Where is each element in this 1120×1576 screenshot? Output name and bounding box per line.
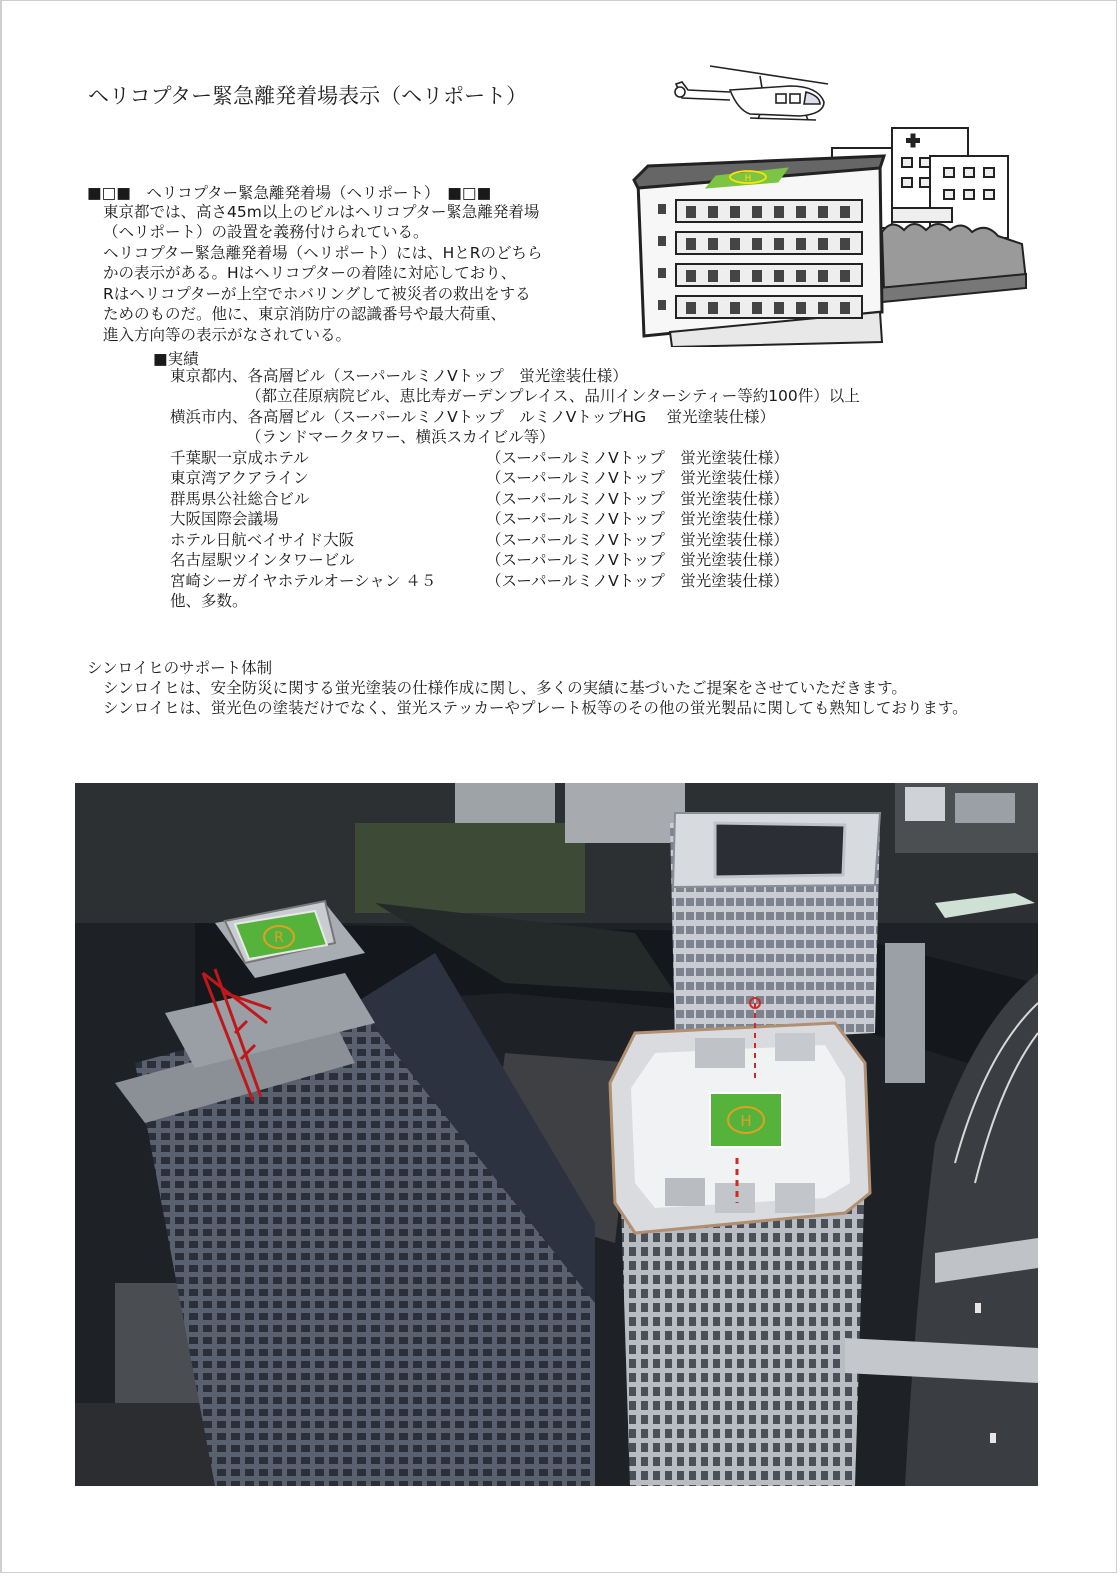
achievement-item-name: 群馬県公社総合ビル xyxy=(170,490,310,508)
achievement-item-name: 東京湾アクアライン xyxy=(170,469,309,487)
support-line-2: シンロイヒは、蛍光色の塗装だけでなく、蛍光ステッカーやプレート板等のその他の蛍光製品に関しても熟知しております。 xyxy=(103,699,968,717)
helipad-h-mark: H xyxy=(744,174,752,184)
helicopter-icon xyxy=(675,66,828,120)
achievement-item-spec: （スーパールミノVトップ 蛍光塗装仕様） xyxy=(486,572,789,590)
city-background xyxy=(75,783,1038,923)
achievement-item-name: 大阪国際会議場 xyxy=(170,510,279,528)
section-heading: ■□■ ヘリコプター緊急離発着場（ヘリポート） ■□■ xyxy=(87,184,492,202)
achievement-item-spec: （スーパールミノVトップ 蛍光塗装仕様） xyxy=(486,551,789,569)
achievement-item-spec: （スーパールミノVトップ 蛍光塗装仕様） xyxy=(486,510,789,528)
achievement-item-spec: （スーパールミノVトップ 蛍光塗装仕様） xyxy=(486,469,789,487)
intro-line-3: ヘリコプター緊急離発着場（ヘリポート）には、HとRのどちら xyxy=(103,244,543,262)
achievement-yokohama-detail: （ランドマークタワー、横浜スカイビル等） xyxy=(246,428,555,446)
achievement-item-name: 千葉駅一京成ホテル xyxy=(170,449,309,467)
intro-line-5: Rはヘリコプターが上空でホバリングして被災者の救出をする xyxy=(103,285,531,303)
achievement-yokohama: 横浜市内、各高層ビル（スーパールミノVトップ ルミノVトップHG 蛍光塗装仕様） xyxy=(170,408,776,426)
pier xyxy=(885,943,925,1083)
support-line-1: シンロイヒは、安全防災に関する蛍光塗装の仕様作成に関し、多くの実績に基づいたご提案をさせていただきます。 xyxy=(103,679,907,697)
support-heading: シンロイヒのサポート体制 xyxy=(87,659,273,677)
intro-line-2: （ヘリポート）の設置を義務付けられている。 xyxy=(103,223,429,241)
back-tower xyxy=(670,813,880,1043)
intro-line-4: かの表示がある。Hはヘリコプターの着陸に対応しており、 xyxy=(103,264,517,282)
achievement-others: 他、多数。 xyxy=(170,592,248,610)
achievement-item-name: 名古屋駅ツインタワービル xyxy=(170,551,355,569)
achievement-item-spec: （スーパールミノVトップ 蛍光塗装仕様） xyxy=(486,449,789,467)
achievement-tokyo: 東京都内、各高層ビル（スーパールミノVトップ 蛍光塗装仕様） xyxy=(170,367,628,385)
achievements-heading: ■実績 xyxy=(153,350,199,368)
intro-line-6: ためのものだ。他に、東京消防庁の認識番号や最大荷重、 xyxy=(103,305,507,323)
aerial-helipad-photo xyxy=(75,783,1038,1486)
intro-line-1: 東京都では、高さ45m以上のビルはヘリコプター緊急離発着場 xyxy=(103,203,540,221)
right-tower xyxy=(610,998,870,1486)
helipad-h xyxy=(710,1093,782,1147)
achievement-item-spec: （スーパールミノVトップ 蛍光塗装仕様） xyxy=(486,490,789,508)
achievement-item-spec: （スーパールミノVトップ 蛍光塗装仕様） xyxy=(486,531,789,549)
helipad-h-mark: H xyxy=(740,1112,752,1130)
achievement-item-name: 宮崎シーガイヤホテルオーシャン ４５ xyxy=(170,572,437,590)
main-building-drawing xyxy=(634,156,884,347)
intro-line-7: 進入方向等の表示がなされている。 xyxy=(103,326,352,344)
achievement-tokyo-detail: （都立荏原病院ビル、恵比寿ガーデンプレイス、品川インターシティー等約100件）以上 xyxy=(246,387,860,405)
helipad-building-illustration xyxy=(630,52,1040,347)
achievement-item-name: ホテル日航ベイサイド大阪 xyxy=(170,531,355,549)
page-title: ヘリコプター緊急離発着場表示（ヘリポート） xyxy=(88,84,528,108)
helipad-r-mark: R xyxy=(274,930,284,946)
